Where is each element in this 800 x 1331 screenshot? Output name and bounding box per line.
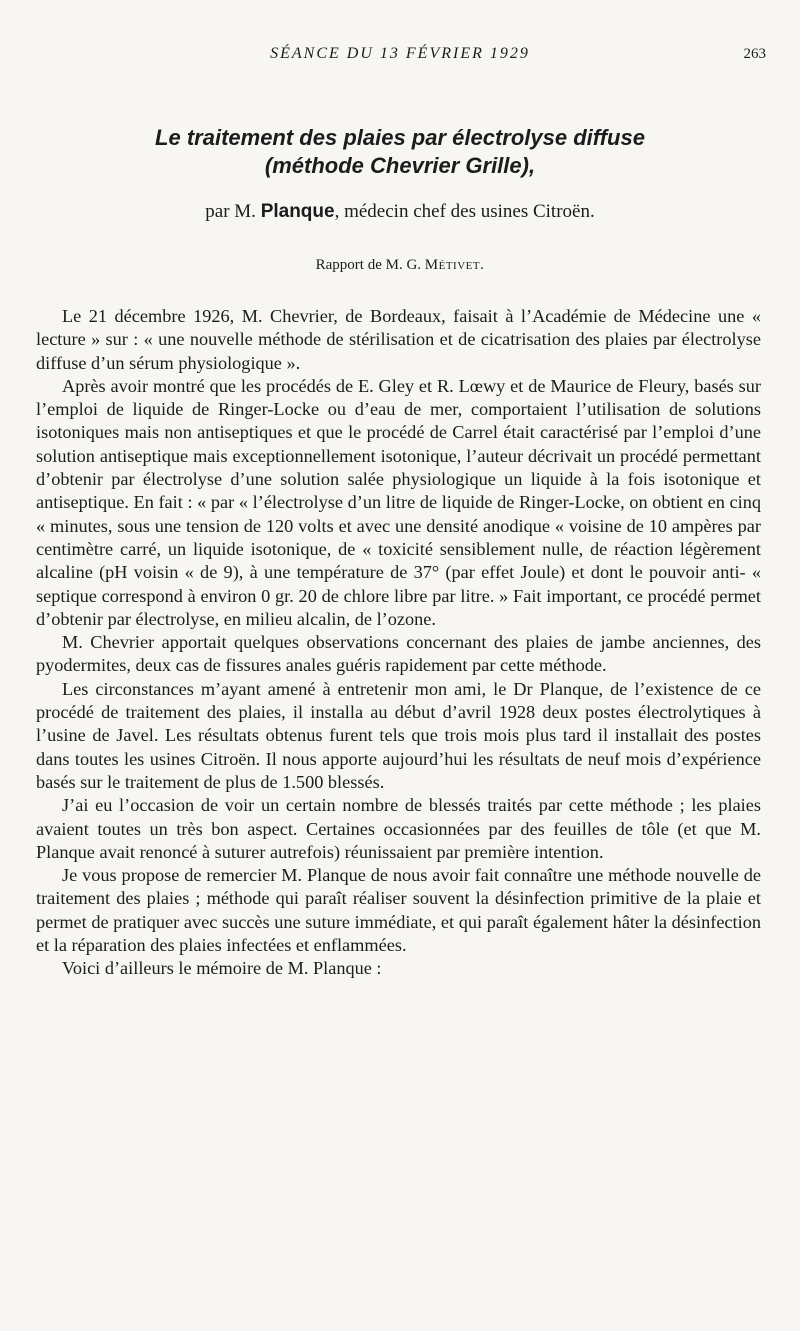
paragraph-2: Après avoir montré que les procédés de E. Gley et R. Lœwy et de Maurice de Fleury, basés sur l’emploi de liquide de Ringer-Locke ou d’eau de mer, comportaient l’utilisation de solutions isotoniques mais non antiseptiques et que le procédé de Carrel était caractérisé par l’emploi d’une solution antiseptique mais exceptionnellement isotonique, l’auteur décrivait un procédé permettant d’obtenir par électrolyse d’une solution salée physiologique un liquide à la fois isotonique et antiseptique. En fait : « par « l’électrolyse d’un litre de liquide de Ringer-Locke, on obtient en cinq « minutes, sous une tension de 120 volts et avec une densité anodique « voisine de 10 ampères par centimètre carré, un liquide isotonique, de « toxicité sensiblement nulle, de réaction légèrement alcaline (pH voisin « de 9), à une température de 37° (par effet Joule) et dont le pouvoir anti- « septique correspond à environ 0 gr. 20 de chlore libre par litre. » Fait important, ce procédé permet d’obtenir par électrolyse, en milieu alcalin, de l’ozone. xyxy=(36,375,761,629)
paragraph-6: Je vous propose de remercier M. Planque de nous avoir fait connaître une méthode nouvelle de traitement des plaies ; méthode qui paraît réaliser souvent la désinfection primitive de la plaie et permet de pratiquer avec succès une suture immédiate, et qui paraît également hâter la désinfection et la réparation des plaies infectées et enflammées. xyxy=(36,865,761,956)
running-head: SÉANCE DU 13 FÉVRIER 1929 xyxy=(270,45,530,62)
rapport-line xyxy=(0,257,800,274)
paragraph-7: Voici d’ailleurs le mémoire de M. Planque : xyxy=(62,958,382,979)
paragraph-1: Le 21 décembre 1926, M. Chevrier, de Bordeaux, faisait à l’Académie de Médecine une « lecture » sur : « une nouvelle méthode de stérilisation et de cicatrisation des plaies par électrolyse diffuse d’un sérum physiologique ». xyxy=(36,306,761,373)
title-line-1: Le traitement des plaies par électrolyse diffuse xyxy=(155,125,645,150)
rapport-prefix: Rapport de M. G. xyxy=(315,257,422,273)
article-title xyxy=(0,124,800,180)
title-line-2: (méthode Chevrier Grille), xyxy=(264,153,536,178)
paragraph-4: Les circonstances m’ayant amené à entretenir mon ami, le Dr Planque, de l’existence de ce procédé de traitement des plaies, il installa au début d’avril 1928 deux postes électrolytiques à l’usine de Javel. Les résultats obtenus furent tels que trois mois plus tard il installait des postes dans toutes les usines Citroën. Il nous apporte aujourd’hui les résultats de neuf mois d’expérience basés sur le traitement de plus de 1.500 blessés. xyxy=(36,678,761,792)
rapporteur-name: Métivet. xyxy=(424,257,485,273)
author-name: Planque xyxy=(260,201,335,222)
byline-suffix: , médecin chef des usines Citroën. xyxy=(334,201,595,222)
byline xyxy=(0,201,800,223)
paragraph-3: M. Chevrier apportait quelques observations concernant des plaies de jambe anciennes, des pyodermites, deux cas de fissures anales guéris rapidement par cette méthode. xyxy=(36,632,761,676)
paragraph-5: J’ai eu l’occasion de voir un certain nombre de blessés traités par cette méthode ; les plaies avaient toutes un très bon aspect. Certaines occasionnées par des feuilles de tôle (et que M. Planque avait renoncé à suturer autrefois) réunissaient par première intention. xyxy=(36,795,761,862)
article-body xyxy=(36,305,761,981)
page-number: 263 xyxy=(743,46,766,62)
byline-prefix: par M. xyxy=(205,201,256,222)
